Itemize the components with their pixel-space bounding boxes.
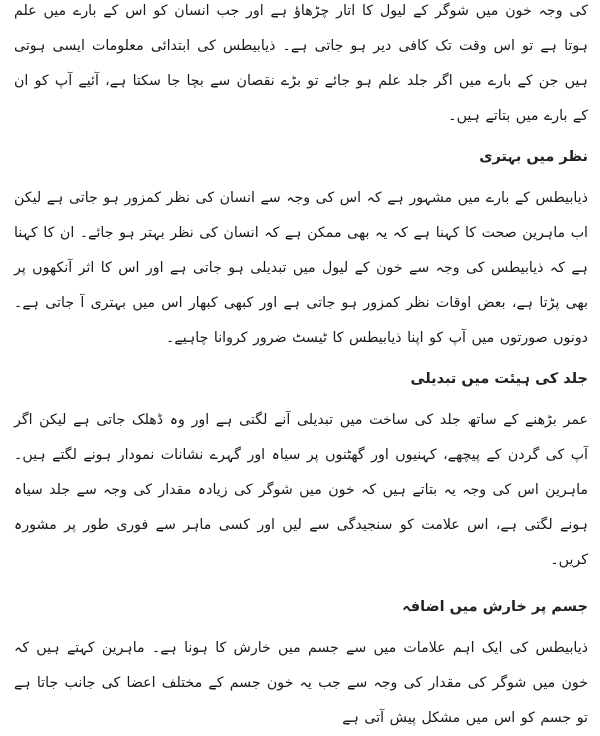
section-heading-itching: جسم پر خارش میں اضافہ (402, 599, 588, 615)
spacer (14, 578, 588, 590)
vision-paragraph: ذیابیطس کے بارے میں مشہور ہے کہ اس کی وجہ سے انسان کی نظر کمزور ہو جاتی ہے لیکن اب ماہرین صحت کا کہنا ہے کہ یہ بھی ممکن ہے کہ انسان کی نظر بہتر ہو جائے۔ ان کا کہنا ہے کہ ذیابیطس کی وجہ سے خون کے لیول میں تبدیلی ہو جاتی ہے اور اس کا اثر آنکھوں پر بھی پڑتا ہے، بعض اوقات نظر کمزور ہو جاتی ہے اور کبھی کبھار اس میں بہتری آ جاتی ہے۔ دونوں صورتوں میں آپ کو اپنا ذیابیطس کا ٹیسٹ ضرور کروانا چاہیے۔ (14, 190, 588, 346)
section-heading-skin: جلد کی ہیئت میں تبدیلی (410, 371, 588, 387)
section-heading-vision: نظر میں بہتری (479, 149, 588, 165)
skin-paragraph: عمر بڑھنے کے ساتھ جلد کی ساخت میں تبدیلی آنے لگتی ہے اور وہ ڈھلک جاتی ہے لیکن اگر آپ کی گردن کے پیچھے، کہنیوں اور گھٹنوں پر سیاہ اور گہرے نشانات نمودار ہونے لگتے ہیں۔ ماہرین اس کی وجہ یہ بتاتے ہیں کہ خون میں شوگر کی زیادہ مقدار کی وجہ سے جلد سیاہ ہونے لگتی ہے، اس علامت کو سنجیدگی سے لیں اور کسی ماہر سے فوری طور پر مشورہ کریں۔ (14, 412, 588, 568)
intro-paragraph: کی وجہ خون میں شوگر کے لیول کا اتار چڑھاؤ ہے اور جب انسان کو اس کے بارے میں علم ہوتا ہے تو اس وقت تک کافی دیر ہو جاتی ہے۔ ذیابیطس کی ابتدائی معلومات ایسی ہوتی ہیں جن کے بارے میں اگر جلد علم ہو جائے تو بڑے نقصان سے بچا جا سکتا ہے، آئیے آپ کو ان کے بارے میں بتاتے ہیں۔ (14, 3, 588, 124)
itching-paragraph: ذیابیطس کی ایک اہم علامات میں سے جسم میں خارش کا ہونا ہے۔ ماہرین کہتے ہیں کہ خون میں شوگر کی مقدار کی وجہ سے جب یہ خون جسم کے مختلف اعضا کی جانب جاتا ہے تو جسم کو اس میں مشکل پیش آتی ہے (14, 640, 588, 726)
